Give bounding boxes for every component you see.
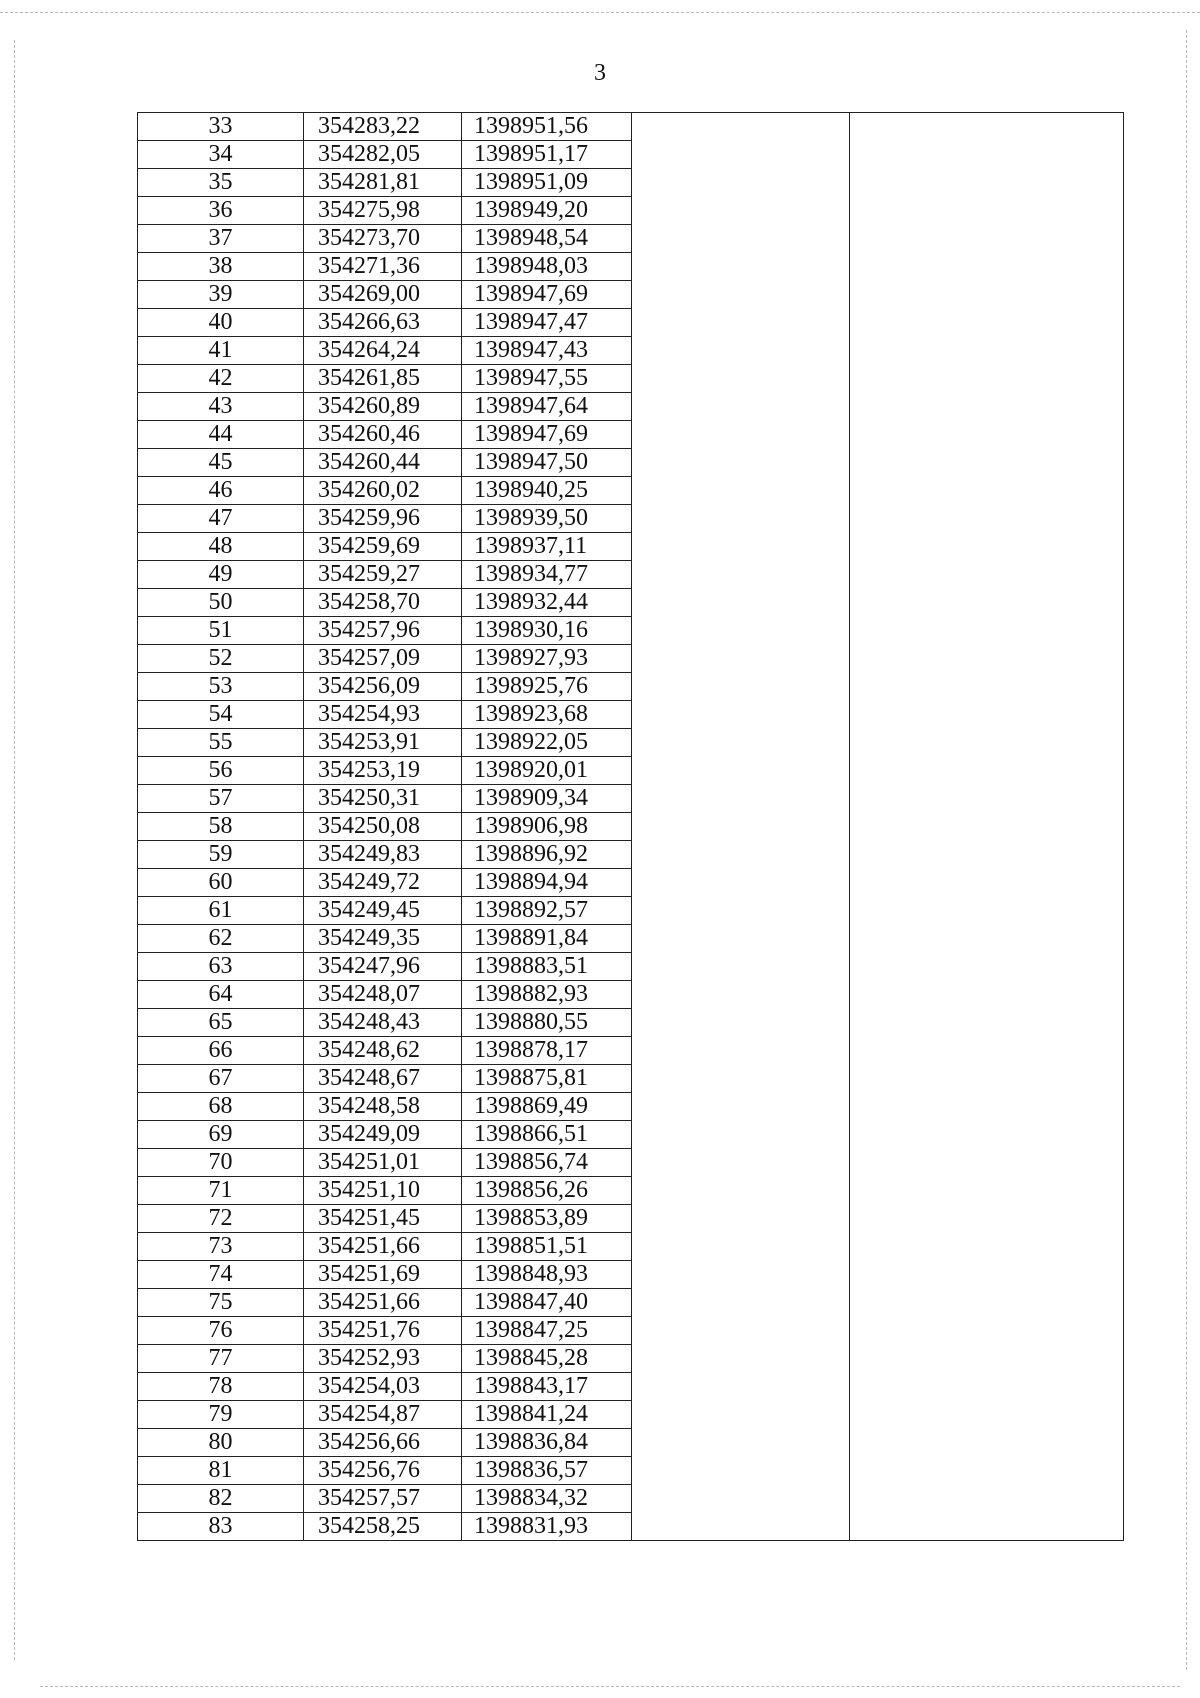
y-coordinate-cell: 1398847,25 (462, 1317, 632, 1345)
point-number-cell: 64 (138, 981, 304, 1009)
table-row (138, 113, 1124, 141)
y-coordinate-cell: 1398947,47 (462, 309, 632, 337)
x-coordinate-cell: 354254,87 (304, 1401, 462, 1429)
point-number-cell: 51 (138, 617, 304, 645)
x-coordinate-cell: 354264,24 (304, 337, 462, 365)
point-number-cell: 44 (138, 421, 304, 449)
y-coordinate-cell: 1398878,17 (462, 1037, 632, 1065)
point-number-cell: 45 (138, 449, 304, 477)
y-coordinate-cell: 1398940,25 (462, 477, 632, 505)
x-coordinate-cell: 354266,63 (304, 309, 462, 337)
x-coordinate-cell: 354260,02 (304, 477, 462, 505)
y-coordinate-cell: 1398906,98 (462, 813, 632, 841)
point-number-cell: 35 (138, 169, 304, 197)
y-coordinate-cell: 1398930,16 (462, 617, 632, 645)
point-number-cell: 72 (138, 1205, 304, 1233)
y-coordinate-cell: 1398848,93 (462, 1261, 632, 1289)
point-number-cell: 37 (138, 225, 304, 253)
x-coordinate-cell: 354251,66 (304, 1233, 462, 1261)
y-coordinate-cell: 1398841,24 (462, 1401, 632, 1429)
point-number-cell: 39 (138, 281, 304, 309)
point-number-cell: 81 (138, 1457, 304, 1485)
x-coordinate-cell: 354256,66 (304, 1429, 462, 1457)
x-coordinate-cell: 354257,09 (304, 645, 462, 673)
point-number-cell: 49 (138, 561, 304, 589)
x-coordinate-cell: 354249,35 (304, 925, 462, 953)
x-coordinate-cell: 354261,85 (304, 365, 462, 393)
y-coordinate-cell: 1398883,51 (462, 953, 632, 981)
point-number-cell: 65 (138, 1009, 304, 1037)
y-coordinate-cell: 1398845,28 (462, 1345, 632, 1373)
y-coordinate-cell: 1398891,84 (462, 925, 632, 953)
x-coordinate-cell: 354281,81 (304, 169, 462, 197)
x-coordinate-cell: 354251,10 (304, 1177, 462, 1205)
x-coordinate-cell: 354251,45 (304, 1205, 462, 1233)
y-coordinate-cell: 1398894,94 (462, 869, 632, 897)
x-coordinate-cell: 354253,19 (304, 757, 462, 785)
y-coordinate-cell: 1398947,64 (462, 393, 632, 421)
x-coordinate-cell: 354257,96 (304, 617, 462, 645)
x-coordinate-cell: 354248,58 (304, 1093, 462, 1121)
point-number-cell: 68 (138, 1093, 304, 1121)
x-coordinate-cell: 354257,57 (304, 1485, 462, 1513)
x-coordinate-cell: 354249,09 (304, 1121, 462, 1149)
point-number-cell: 79 (138, 1401, 304, 1429)
y-coordinate-cell: 1398923,68 (462, 701, 632, 729)
point-number-cell: 69 (138, 1121, 304, 1149)
y-coordinate-cell: 1398880,55 (462, 1009, 632, 1037)
point-number-cell: 50 (138, 589, 304, 617)
x-coordinate-cell: 354254,03 (304, 1373, 462, 1401)
scan-edge-top (0, 12, 1200, 13)
x-coordinate-cell: 354250,08 (304, 813, 462, 841)
y-coordinate-cell: 1398948,54 (462, 225, 632, 253)
x-coordinate-cell: 354249,45 (304, 897, 462, 925)
y-coordinate-cell: 1398875,81 (462, 1065, 632, 1093)
y-coordinate-cell: 1398831,93 (462, 1513, 632, 1541)
point-number-cell: 42 (138, 365, 304, 393)
x-coordinate-cell: 354259,69 (304, 533, 462, 561)
x-coordinate-cell: 354275,98 (304, 197, 462, 225)
point-number-cell: 34 (138, 141, 304, 169)
point-number-cell: 67 (138, 1065, 304, 1093)
point-number-cell: 53 (138, 673, 304, 701)
y-coordinate-cell: 1398947,50 (462, 449, 632, 477)
x-coordinate-cell: 354259,27 (304, 561, 462, 589)
point-number-cell: 74 (138, 1261, 304, 1289)
x-coordinate-cell: 354260,44 (304, 449, 462, 477)
y-coordinate-cell: 1398869,49 (462, 1093, 632, 1121)
x-coordinate-cell: 354248,07 (304, 981, 462, 1009)
y-coordinate-cell: 1398847,40 (462, 1289, 632, 1317)
y-coordinate-cell: 1398951,56 (462, 113, 632, 141)
x-coordinate-cell: 354258,25 (304, 1513, 462, 1541)
point-number-cell: 41 (138, 337, 304, 365)
x-coordinate-cell: 354258,70 (304, 589, 462, 617)
x-coordinate-cell: 354251,01 (304, 1149, 462, 1177)
x-coordinate-cell: 354251,66 (304, 1289, 462, 1317)
y-coordinate-cell: 1398947,55 (462, 365, 632, 393)
y-coordinate-cell: 1398920,01 (462, 757, 632, 785)
point-number-cell: 43 (138, 393, 304, 421)
x-coordinate-cell: 354248,67 (304, 1065, 462, 1093)
x-coordinate-cell: 354248,43 (304, 1009, 462, 1037)
point-number-cell: 56 (138, 757, 304, 785)
y-coordinate-cell: 1398932,44 (462, 589, 632, 617)
y-coordinate-cell: 1398922,05 (462, 729, 632, 757)
scan-edge-bottom (40, 1686, 1180, 1687)
point-number-cell: 80 (138, 1429, 304, 1457)
x-coordinate-cell: 354249,83 (304, 841, 462, 869)
x-coordinate-cell: 354260,46 (304, 421, 462, 449)
x-coordinate-cell: 354271,36 (304, 253, 462, 281)
y-coordinate-cell: 1398947,43 (462, 337, 632, 365)
x-coordinate-cell: 354273,70 (304, 225, 462, 253)
point-number-cell: 38 (138, 253, 304, 281)
point-number-cell: 82 (138, 1485, 304, 1513)
y-coordinate-cell: 1398856,74 (462, 1149, 632, 1177)
page-number: 3 (594, 60, 606, 86)
point-number-cell: 70 (138, 1149, 304, 1177)
point-number-cell: 40 (138, 309, 304, 337)
x-coordinate-cell: 354253,91 (304, 729, 462, 757)
point-number-cell: 75 (138, 1289, 304, 1317)
point-number-cell: 60 (138, 869, 304, 897)
y-coordinate-cell: 1398882,93 (462, 981, 632, 1009)
scan-edge-right (1186, 30, 1187, 1670)
x-coordinate-cell: 354252,93 (304, 1345, 462, 1373)
scan-edge-left (14, 40, 15, 1660)
y-coordinate-cell: 1398909,34 (462, 785, 632, 813)
y-coordinate-cell: 1398947,69 (462, 281, 632, 309)
point-number-cell: 48 (138, 533, 304, 561)
y-coordinate-cell: 1398951,17 (462, 141, 632, 169)
blank-column-4 (632, 113, 850, 1541)
point-number-cell: 76 (138, 1317, 304, 1345)
point-number-cell: 63 (138, 953, 304, 981)
x-coordinate-cell: 354259,96 (304, 505, 462, 533)
y-coordinate-cell: 1398937,11 (462, 533, 632, 561)
point-number-cell: 46 (138, 477, 304, 505)
x-coordinate-cell: 354283,22 (304, 113, 462, 141)
x-coordinate-cell: 354260,89 (304, 393, 462, 421)
point-number-cell: 33 (138, 113, 304, 141)
y-coordinate-cell: 1398866,51 (462, 1121, 632, 1149)
y-coordinate-cell: 1398843,17 (462, 1373, 632, 1401)
coordinates-table-body (138, 113, 1124, 1541)
x-coordinate-cell: 354269,00 (304, 281, 462, 309)
point-number-cell: 77 (138, 1345, 304, 1373)
x-coordinate-cell: 354247,96 (304, 953, 462, 981)
point-number-cell: 59 (138, 841, 304, 869)
y-coordinate-cell: 1398851,51 (462, 1233, 632, 1261)
y-coordinate-cell: 1398836,57 (462, 1457, 632, 1485)
x-coordinate-cell: 354251,69 (304, 1261, 462, 1289)
point-number-cell: 55 (138, 729, 304, 757)
y-coordinate-cell: 1398892,57 (462, 897, 632, 925)
point-number-cell: 83 (138, 1513, 304, 1541)
x-coordinate-cell: 354249,72 (304, 869, 462, 897)
y-coordinate-cell: 1398927,93 (462, 645, 632, 673)
point-number-cell: 62 (138, 925, 304, 953)
x-coordinate-cell: 354282,05 (304, 141, 462, 169)
y-coordinate-cell: 1398853,89 (462, 1205, 632, 1233)
y-coordinate-cell: 1398947,69 (462, 421, 632, 449)
point-number-cell: 78 (138, 1373, 304, 1401)
y-coordinate-cell: 1398948,03 (462, 253, 632, 281)
point-number-cell: 61 (138, 897, 304, 925)
point-number-cell: 58 (138, 813, 304, 841)
y-coordinate-cell: 1398925,76 (462, 673, 632, 701)
blank-column-5 (850, 113, 1124, 1541)
y-coordinate-cell: 1398896,92 (462, 841, 632, 869)
y-coordinate-cell: 1398856,26 (462, 1177, 632, 1205)
x-coordinate-cell: 354256,09 (304, 673, 462, 701)
point-number-cell: 52 (138, 645, 304, 673)
point-number-cell: 73 (138, 1233, 304, 1261)
y-coordinate-cell: 1398834,32 (462, 1485, 632, 1513)
point-number-cell: 54 (138, 701, 304, 729)
x-coordinate-cell: 354251,76 (304, 1317, 462, 1345)
y-coordinate-cell: 1398939,50 (462, 505, 632, 533)
point-number-cell: 66 (138, 1037, 304, 1065)
point-number-cell: 71 (138, 1177, 304, 1205)
y-coordinate-cell: 1398949,20 (462, 197, 632, 225)
point-number-cell: 47 (138, 505, 304, 533)
y-coordinate-cell: 1398836,84 (462, 1429, 632, 1457)
x-coordinate-cell: 354254,93 (304, 701, 462, 729)
y-coordinate-cell: 1398951,09 (462, 169, 632, 197)
x-coordinate-cell: 354248,62 (304, 1037, 462, 1065)
y-coordinate-cell: 1398934,77 (462, 561, 632, 589)
point-number-cell: 57 (138, 785, 304, 813)
point-number-cell: 36 (138, 197, 304, 225)
x-coordinate-cell: 354256,76 (304, 1457, 462, 1485)
x-coordinate-cell: 354250,31 (304, 785, 462, 813)
coordinates-table (137, 112, 1124, 1541)
